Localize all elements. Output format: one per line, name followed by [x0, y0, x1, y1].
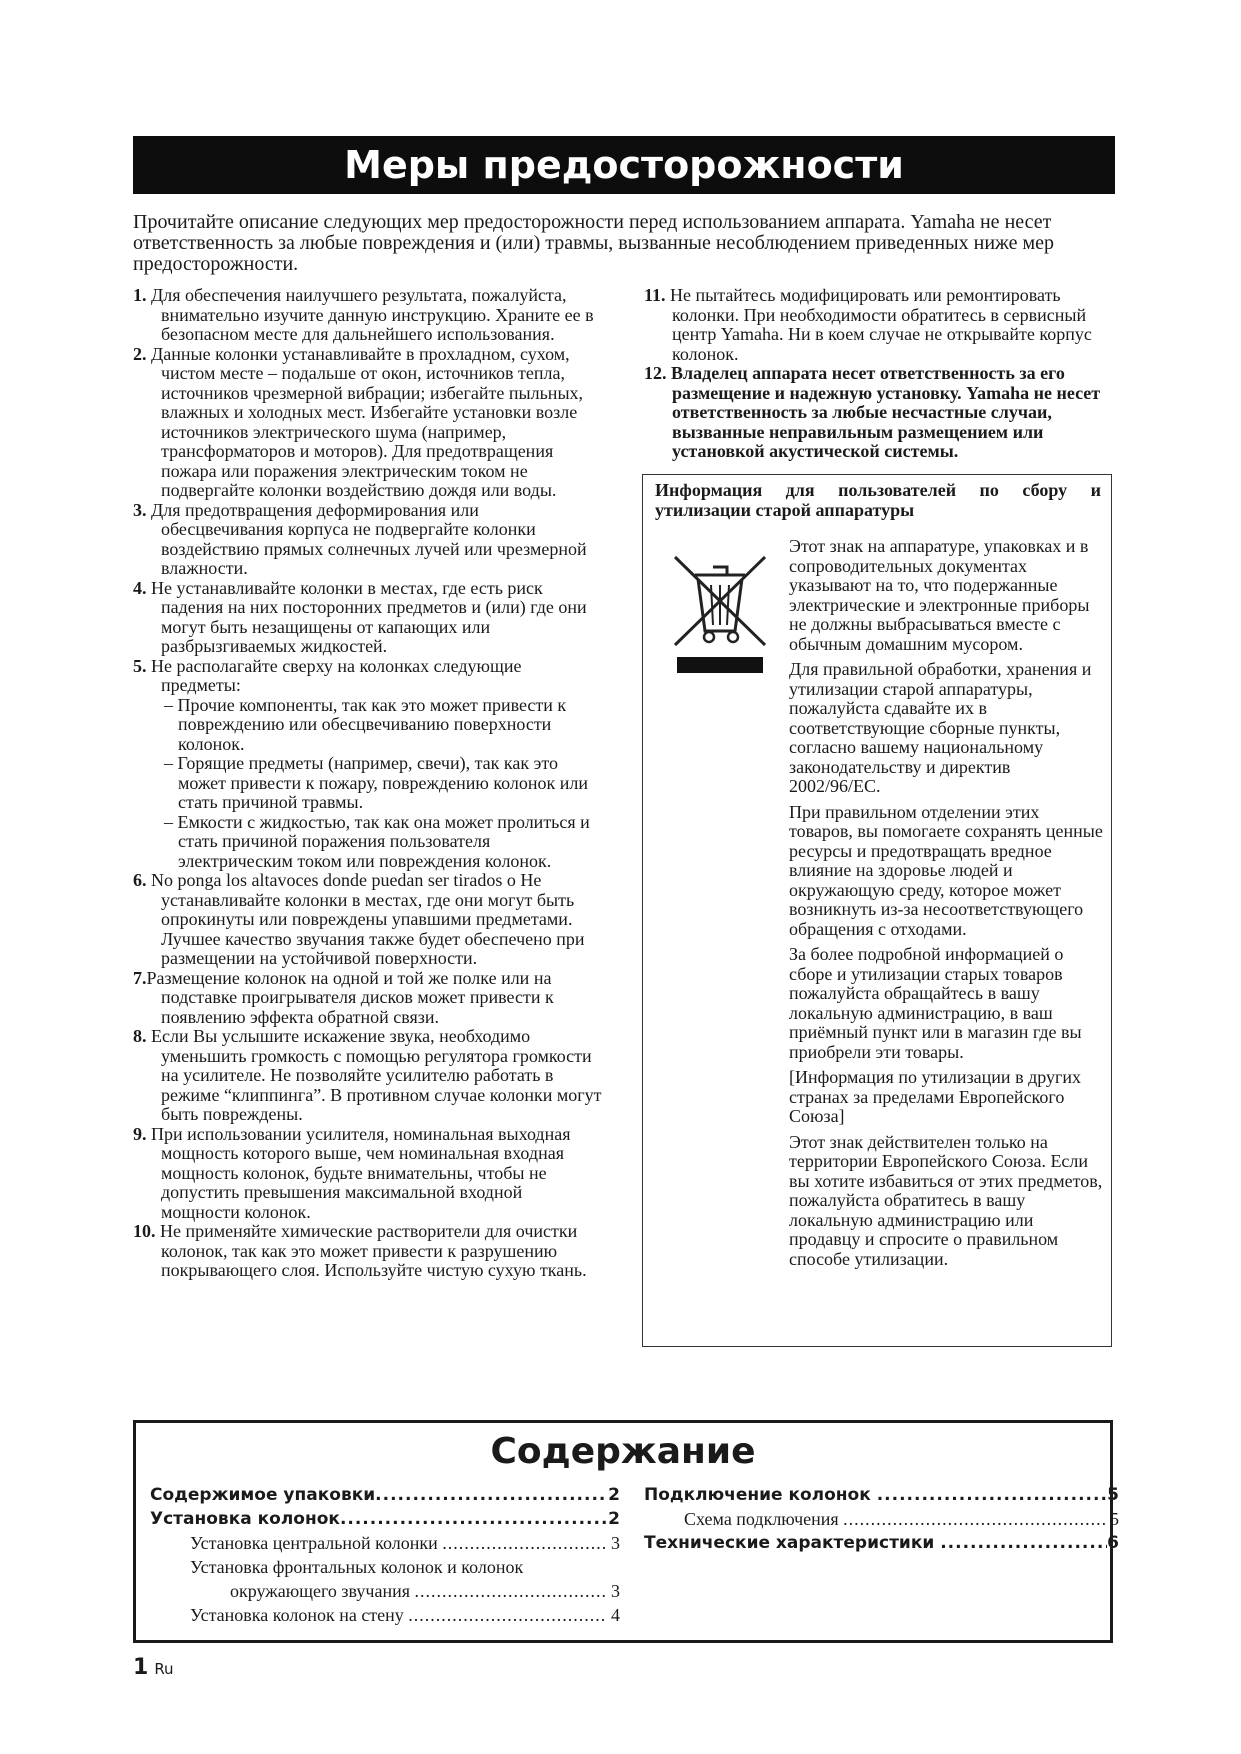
table-of-contents [133, 1420, 1119, 1643]
toc-entry[interactable]: Установка колонок ..... 2 [150, 1507, 620, 1531]
precautions-left-column [133, 286, 603, 1281]
info-paragraph: [Информация по утилизации в других странах за пределами Европейского Союза] [789, 1067, 1081, 1126]
toc-entry[interactable]: окружающего звучания ..... 3 [150, 1579, 620, 1603]
precaution-subitem: – Горящие предметы (например, свечи), так как это может привести к пожару, повреждению колонок или стать причиной травмы. [164, 753, 589, 812]
info-paragraph: При правильном отделении этих товаров, вы помогаете сохранять ценные ресурсы и предотвращать вредное влияние на здоровье людей и окружающую среду, которое может возникнуть из-за несоответствующего обращения с отходами. [789, 801, 1103, 939]
page-footer [133, 1655, 174, 1680]
toc-right-column [644, 1483, 1119, 1555]
toc-entry[interactable]: Технические характеристики ..... 6 [644, 1531, 1119, 1555]
toc-entry[interactable]: Установка центральной колонки ..... 3 [150, 1531, 620, 1555]
info-paragraph: Этот знак на аппаратуре, упаковках и в сопроводительных документах указывают на то, что подержанные электрические и электронные приборы не должны выбрасываться вместе с обычным домашним мусором. [789, 536, 1090, 654]
toc-entry[interactable]: Схема подключения ..... 5 [644, 1507, 1119, 1531]
page-title: Меры предосторожности [133, 136, 1115, 194]
crossed-bin-icon [665, 545, 775, 675]
info-paragraph: Этот знак действителен только на территории Европейского Союза. Если вы хотите избавиться от этих предметов, пожалуйста обратитесь в вашу локальную администрацию или продавцу и спросите о правильном способе утилизации. [789, 1131, 1103, 1269]
page-number: 1 [133, 1655, 149, 1680]
disposal-info-box [642, 474, 1112, 1347]
disposal-info-title: Информация для пользователей по сбору и утилизации старой аппаратуры [655, 480, 1101, 520]
disposal-info-text [789, 537, 1105, 1275]
toc-entry[interactable]: Подключение колонок ..... 5 [644, 1483, 1119, 1507]
precaution-item-11: 11. Не пытайтесь модифицировать или ремонтировать колонки. При необходимости обратитесь в сервисный центр Yamaha. Ни в коем случае не открывайте корпус колонок. [644, 285, 1092, 364]
precaution-item-5: 5. Не располагайте сверху на колонках следующие предметы: [133, 655, 522, 695]
precaution-item-10: 10. Не применяйте химические растворители для очистки колонок, так как это может привести к разрушению покрывающего слоя. Используйте чистую сухую ткань. [133, 1221, 587, 1280]
precaution-item-3: 3. Для предотвращения деформирования или обесцвечивания корпуса не подвергайте колонки воздействию прямых солнечных лучей или чрезмерной влажности. [133, 499, 587, 578]
toc-entry[interactable]: Установка колонок на стену ..... 4 [150, 1603, 620, 1627]
toc-entry[interactable]: Содержимое упаковки ..... 2 [150, 1483, 620, 1507]
precaution-item-7: 7.Размещение колонок на одной и той же полке или на подставке проигрывателя дисков может привести к появлению эффекта обратной связи. [133, 967, 554, 1027]
precaution-item-8: 8. Если Вы услышите искажение звука, необходимо уменьшить громкость с помощью регулятора громкости на усилителе. Не позволяйте усилителю работать в режиме “клиппинга”. В противном случае колонки могут быть повреждены. [133, 1026, 602, 1124]
info-paragraph: За более подробной информацией о сборе и утилизации старых товаров пожалуйста обращайтесь в вашу локальную администрацию, в ваш приёмный пункт или в магазин где вы приобрели эти товары. [789, 944, 1082, 1062]
precaution-item-4: 4. Не устанавливайте колонки в местах, где есть риск падения на них посторонних предметов и (или) где они могут быть незащищены от капающих или разбрызгиваемых жидкостей. [133, 577, 587, 656]
contents-title: Содержание [490, 1431, 756, 1472]
precaution-item-2: 2. Данные колонки устанавливайте в прохладном, сухом, чистом месте – подальше от окон, источников тепла, источников чрезмерной вибрации; избегайте пыльных, влажных и холодных мест. Избегайте установки возле источников электрического шума (например, трансформаторов и моторов). Для предотвращения пожара или поражения электрическим током не подвергайте колонки воздействию дождя или воды. [133, 343, 584, 500]
toc-left-column [150, 1483, 620, 1627]
precaution-item-1: 1. Для обеспечения наилучшего результата, пожалуйста, внимательно изучите данную инструкцию. Храните ее в безопасном месте для дальнейшего использования. [133, 285, 594, 344]
toc-entry[interactable]: Установка фронтальных колонок и колонок [190, 1557, 524, 1577]
intro-text: Прочитайте описание следующих мер предосторожности перед использованием аппарата. Yamaha не несет ответственность за любые повреждения и (или) травмы, вызванные несоблюдением приведенных ниже мер предосторожности. [133, 211, 1054, 275]
precautions-right-column [644, 286, 1116, 462]
precaution-subitem: – Прочие компоненты, так как это может привести к повреждению или обесцвечиванию поверхности колонок. [164, 694, 567, 754]
precaution-subitem: – Емкости с жидкостью, так как она может пролиться и стать причиной поражения пользователя электрическим током или повреждения колонок. [164, 811, 590, 871]
language-code: Ru [154, 1660, 174, 1678]
precaution-item-6: 6. No ponga los altavoces donde puedan ser tirados o Не устанавливайте колонки в местах, где они могут быть опрокинуты или повреждены упавшими предметами. Лучшее качество звучания также будет обеспечено при размещении на устойчивой поверхности. [133, 870, 585, 968]
info-paragraph: Для правильной обработки, хранения и утилизации старой аппаратуры, пожалуйста сдавайте их в соответствующие сборные пункты, согласно вашему национальному законодательству и директив 2002/96/EC. [789, 659, 1092, 796]
precaution-item-9: 9. При использовании усилителя, номинальная выходная мощность которого выше, чем номинальная входная мощность колонок, будьте внимательны, чтобы не допустить превышения максимальной входной мощности колонок. [133, 1123, 571, 1222]
precaution-item-12: 12. Владелец аппарата несет ответственность за его размещение и надежную установку. Yamaha не несет ответственность за любые несчастные случаи, вызванные неправильным размещением или установкой акустической системы. [644, 363, 1101, 461]
